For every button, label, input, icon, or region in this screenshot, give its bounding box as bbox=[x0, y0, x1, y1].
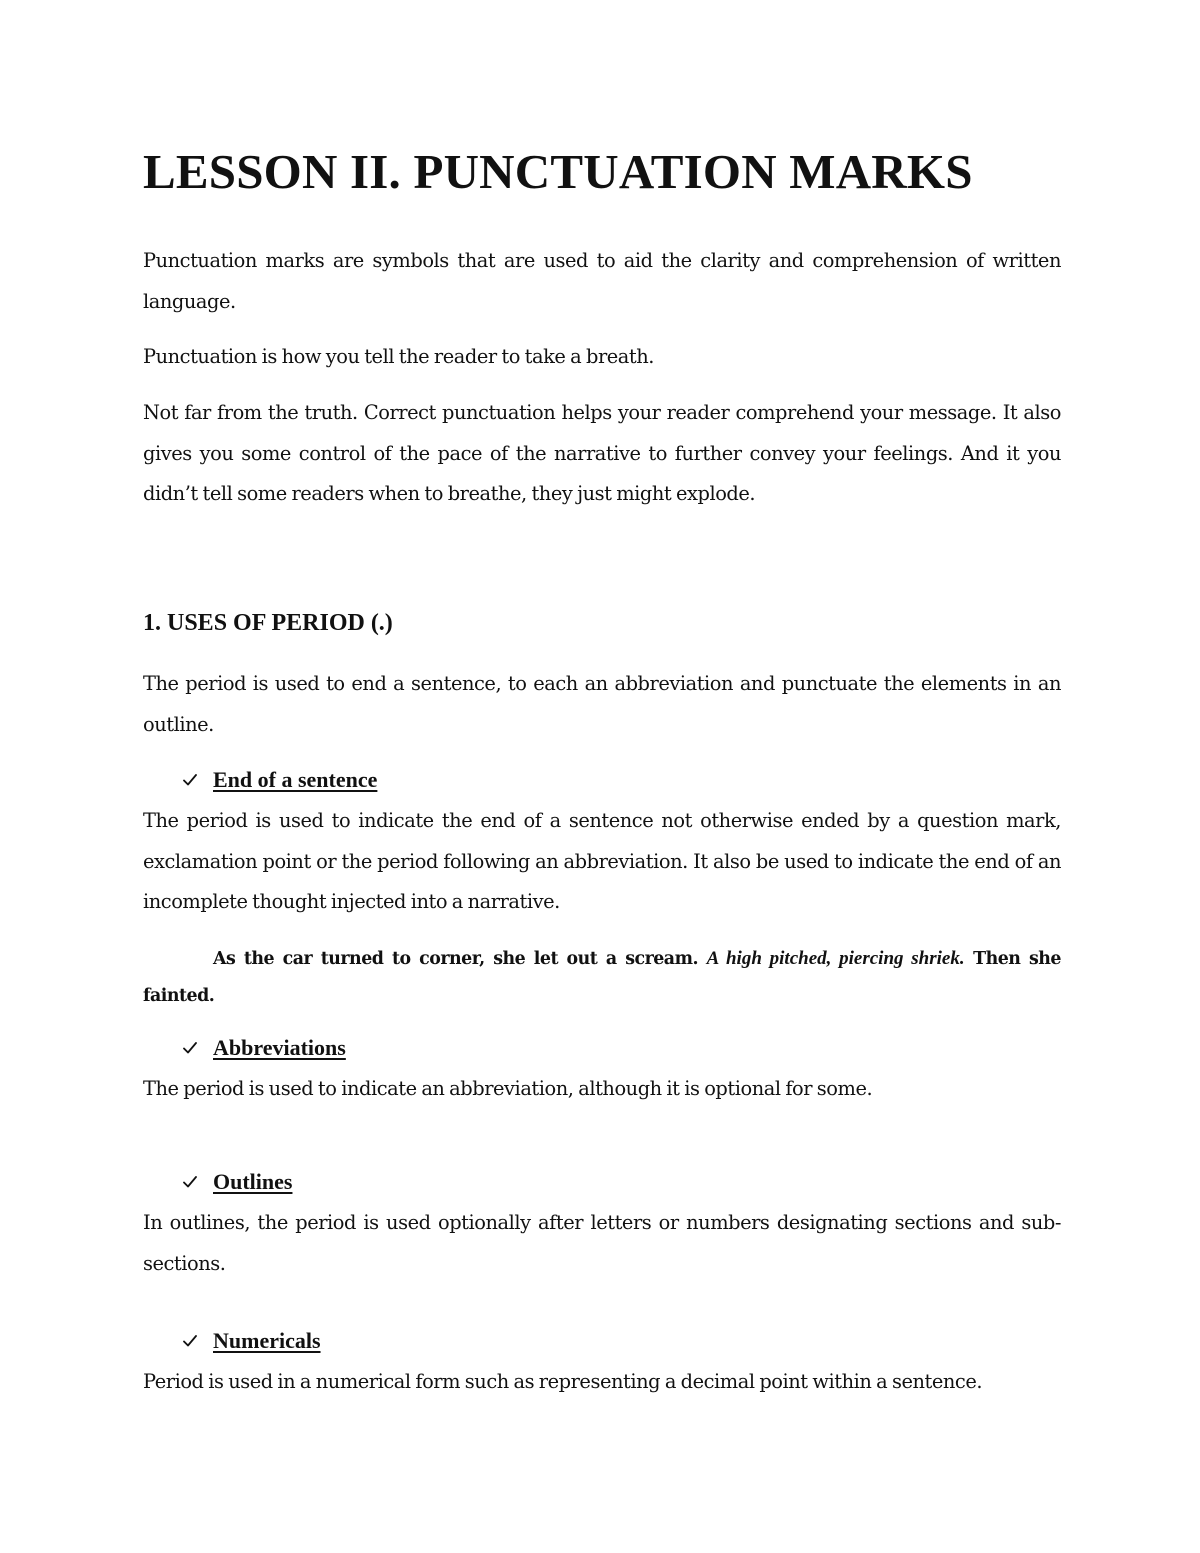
intro-paragraph-3: Not far from the truth. Correct punctuation helps your reader comprehend your message. It also gives you some control of the pace of the narrative to further convey your feelings. And it you didn’t tell some readers when to breathe, they just might explode. bbox=[143, 401, 1061, 505]
document-title: LESSON II. PUNCTUATION MARKS bbox=[143, 144, 973, 199]
subsection-text-numericals: Period is used in a numerical form such as representing a decimal point within a sentence. bbox=[143, 1370, 983, 1393]
example-part-2-italic: A high pitched, piercing shriek. bbox=[706, 948, 965, 969]
subsection-label: End of a sentence bbox=[213, 767, 378, 792]
example-part-3: Then she fainted. bbox=[143, 949, 1061, 1006]
subsection-heading-abbreviations bbox=[183, 1034, 346, 1062]
subsection-text-end-of-sentence: The period is used to indicate the end of a sentence not otherwise ended by a question mark, exclamation point or the period following an abbreviation. It also be used to indicate the end of an incomplete thought injected into a narrative. bbox=[143, 809, 1061, 913]
subsection-label: Numericals bbox=[213, 1328, 321, 1353]
subsection-text-abbreviations: The period is used to indicate an abbreviation, although it is optional for some. bbox=[143, 1077, 873, 1100]
checkmark-icon bbox=[183, 1041, 197, 1055]
subsection-heading-numericals bbox=[183, 1327, 321, 1355]
subsection-label: Abbreviations bbox=[213, 1035, 346, 1060]
intro-paragraph-2: Punctuation is how you tell the reader to take a breath. bbox=[143, 345, 655, 368]
intro-paragraph-1: Punctuation marks are symbols that are used to aid the clarity and comprehension of written language. bbox=[143, 249, 1061, 313]
checkmark-icon bbox=[183, 1175, 197, 1189]
section-description: The period is used to end a sentence, to each an abbreviation and punctuate the elements in an outline. bbox=[143, 672, 1061, 736]
subsection-label: Outlines bbox=[213, 1169, 293, 1194]
example-part-1: As the car turned to corner, she let out a scream. bbox=[213, 949, 707, 969]
subsection-heading-outlines bbox=[183, 1168, 292, 1196]
checkmark-icon bbox=[183, 773, 197, 787]
subsection-heading-end-of-sentence bbox=[183, 766, 377, 794]
subsection-text-outlines: In outlines, the period is used optionally after letters or numbers designating sections and sub-sections. bbox=[143, 1211, 1061, 1275]
section-heading-period: 1. USES OF PERIOD (.) bbox=[143, 610, 393, 636]
example-sentence bbox=[143, 940, 1061, 1015]
document-page bbox=[143, 0, 1061, 1553]
checkmark-icon bbox=[183, 1334, 197, 1348]
